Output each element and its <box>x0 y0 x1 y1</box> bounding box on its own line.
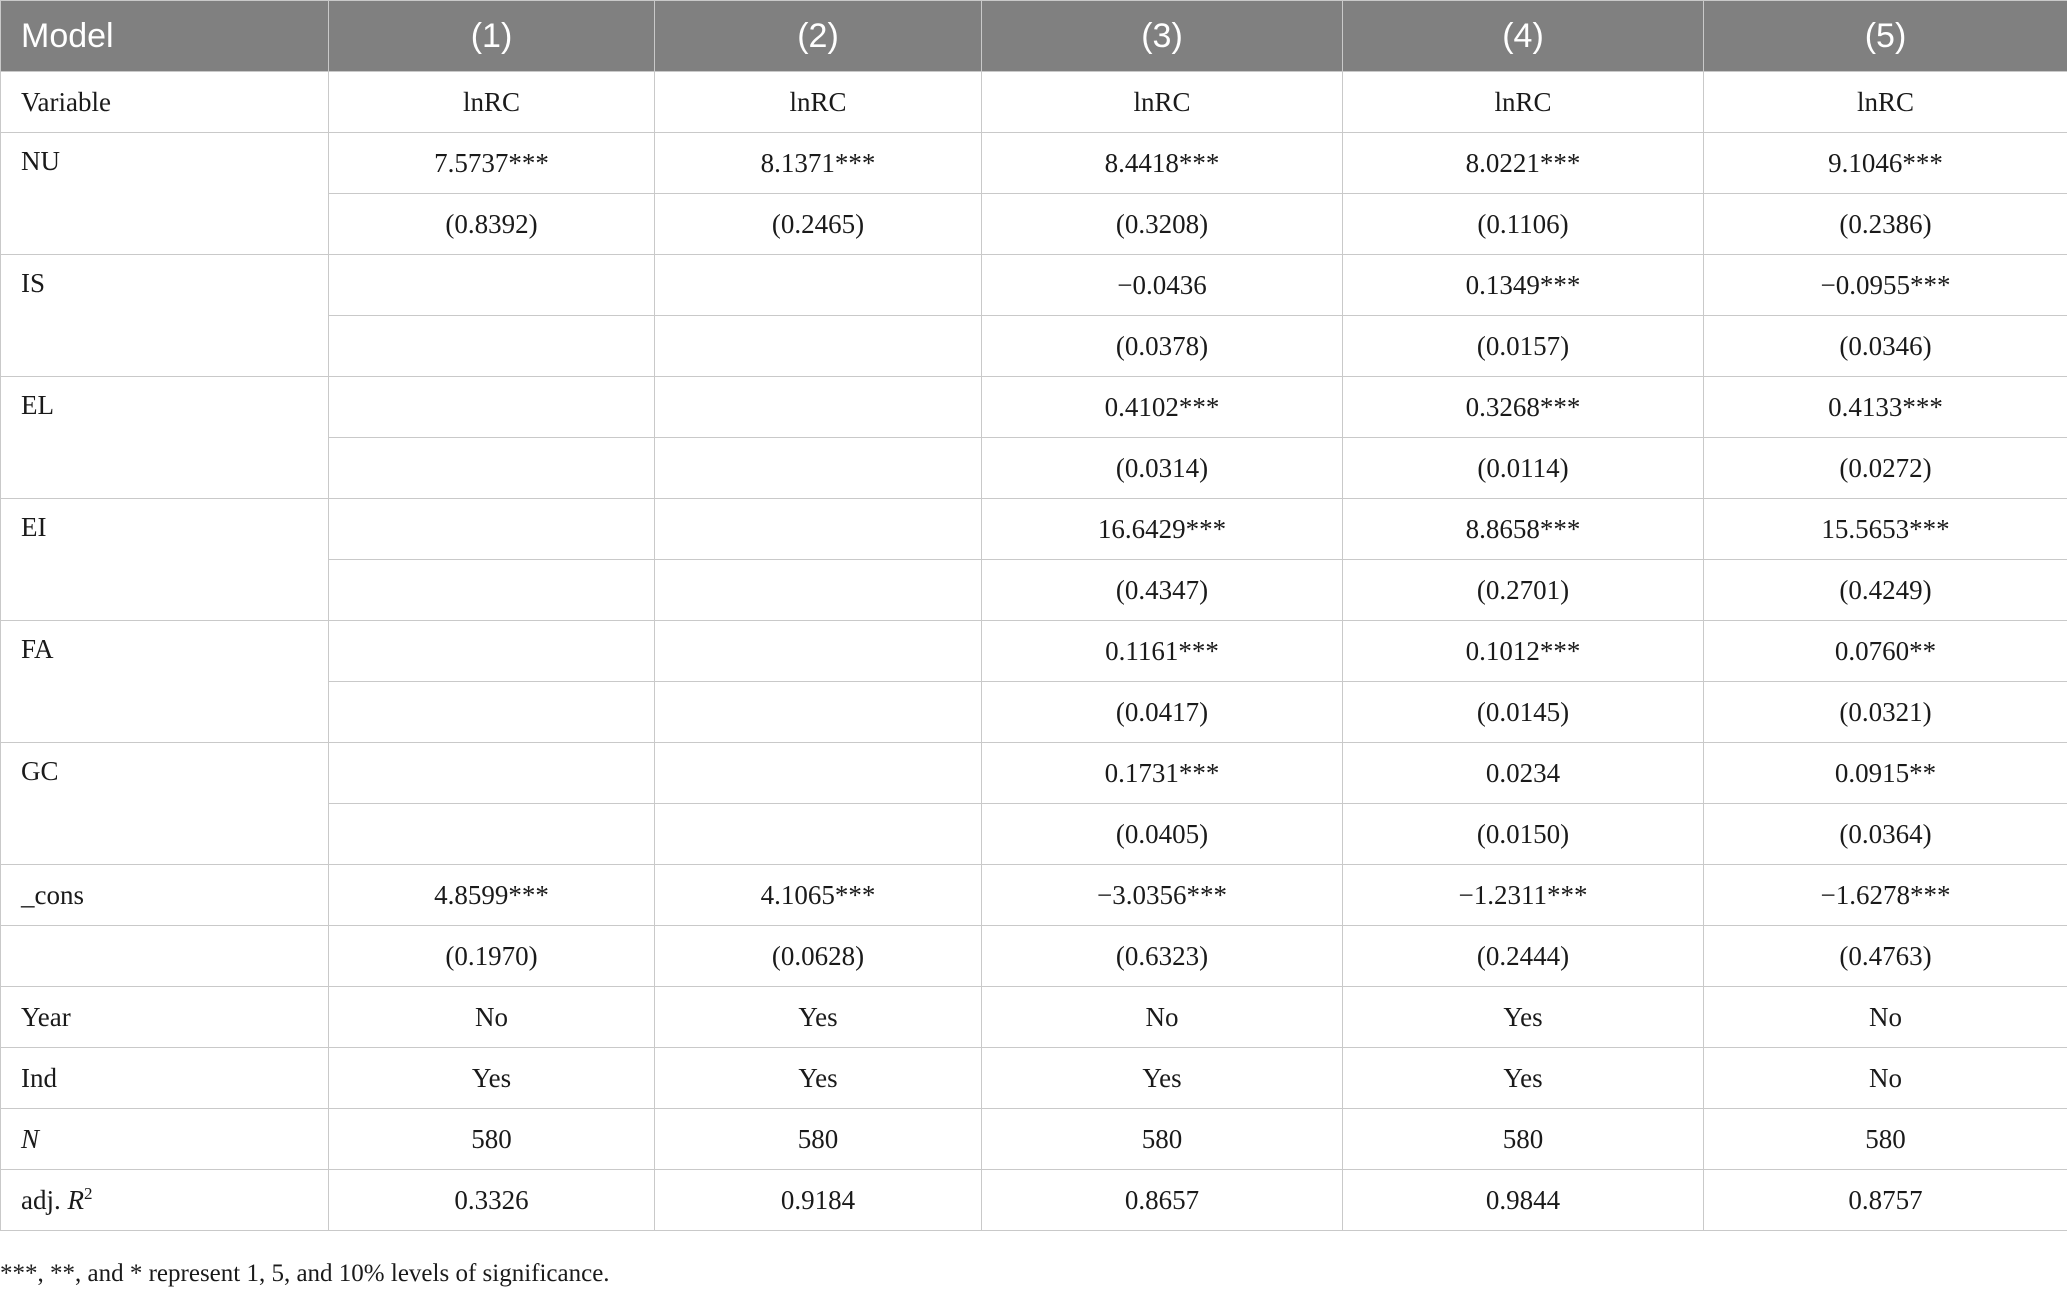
coef-row-ei <box>1 499 2067 560</box>
coef-cell <box>655 377 982 438</box>
coef-cell: 8.8658*** <box>1343 499 1704 560</box>
value-cell: Yes <box>329 1048 655 1109</box>
coef-cell: 16.6429*** <box>982 499 1343 560</box>
se-cell: (0.0628) <box>655 926 982 987</box>
header-col-3: (3) <box>982 1 1343 72</box>
value-cell: Yes <box>1343 1048 1704 1109</box>
adj-r2-row <box>1 1170 2067 1231</box>
value-cell: 580 <box>982 1109 1343 1170</box>
coef-cell <box>329 499 655 560</box>
se-cell: (0.4763) <box>1704 926 2067 987</box>
header-model-label: Model <box>1 1 329 72</box>
var-name-gc: GC <box>1 743 329 865</box>
dependent-var-1: lnRC <box>329 72 655 133</box>
var-name-fa: FA <box>1 621 329 743</box>
row-label-ind: Ind <box>1 1048 329 1109</box>
adj-r2-superscript: 2 <box>84 1183 93 1203</box>
ind-row <box>1 1048 2067 1109</box>
se-cell <box>329 804 655 865</box>
row-label-year: Year <box>1 987 329 1048</box>
value-cell: 580 <box>329 1109 655 1170</box>
coef-row-is <box>1 255 2067 316</box>
adj-r2-symbol: R <box>67 1184 84 1215</box>
significance-note: ***, **, and * represent 1, 5, and 10% levels of significance. <box>0 1260 610 1287</box>
coef-cell <box>329 377 655 438</box>
coef-cell: 0.1161*** <box>982 621 1343 682</box>
se-cell: (0.0346) <box>1704 316 2067 377</box>
coef-cell: 4.8599*** <box>329 865 655 926</box>
dependent-var-3: lnRC <box>982 72 1343 133</box>
se-cell: (0.1970) <box>329 926 655 987</box>
coef-cell: 0.3268*** <box>1343 377 1704 438</box>
se-cell <box>655 438 982 499</box>
coef-cell: 8.0221*** <box>1343 133 1704 194</box>
value-cell: Yes <box>1343 987 1704 1048</box>
coef-cell: 8.1371*** <box>655 133 982 194</box>
value-cell: 580 <box>1704 1109 2067 1170</box>
coef-cell: 15.5653*** <box>1704 499 2067 560</box>
coef-row-cons <box>1 865 2067 926</box>
dependent-var-2: lnRC <box>655 72 982 133</box>
coef-cell: 0.0760** <box>1704 621 2067 682</box>
se-cell <box>655 682 982 743</box>
se-cell: (0.3208) <box>982 194 1343 255</box>
se-cell: (0.0157) <box>1343 316 1704 377</box>
se-cell: (0.2465) <box>655 194 982 255</box>
variable-label: Variable <box>1 72 329 133</box>
header-col-5: (5) <box>1704 1 2067 72</box>
se-cell: (0.0114) <box>1343 438 1704 499</box>
value-cell: 0.8757 <box>1704 1170 2067 1231</box>
se-cell: (0.0417) <box>982 682 1343 743</box>
coef-cell: −3.0356*** <box>982 865 1343 926</box>
se-cell <box>655 560 982 621</box>
coef-cell: 0.1012*** <box>1343 621 1704 682</box>
variable-row <box>1 72 2067 133</box>
coef-cell <box>655 499 982 560</box>
row-label-adj-r2 <box>1 1170 329 1231</box>
value-cell: 0.8657 <box>982 1170 1343 1231</box>
se-cell: (0.4249) <box>1704 560 2067 621</box>
header-row <box>1 1 2067 72</box>
var-name-is: IS <box>1 255 329 377</box>
coef-row-nu <box>1 133 2067 194</box>
coef-cell: −1.6278*** <box>1704 865 2067 926</box>
coef-cell <box>329 621 655 682</box>
value-cell: 0.3326 <box>329 1170 655 1231</box>
se-cell: (0.0272) <box>1704 438 2067 499</box>
se-cell: (0.6323) <box>982 926 1343 987</box>
var-name-nu: NU <box>1 133 329 255</box>
coef-cell: 9.1046*** <box>1704 133 2067 194</box>
coef-row-fa <box>1 621 2067 682</box>
se-cell: (0.2701) <box>1343 560 1704 621</box>
coef-cell: 0.0234 <box>1343 743 1704 804</box>
se-cell <box>329 682 655 743</box>
coef-cell: 0.4102*** <box>982 377 1343 438</box>
coef-cell: −0.0436 <box>982 255 1343 316</box>
value-cell: 580 <box>1343 1109 1704 1170</box>
se-cell <box>655 316 982 377</box>
value-cell: Yes <box>655 1048 982 1109</box>
se-cell: (0.0321) <box>1704 682 2067 743</box>
value-cell: No <box>1704 987 2067 1048</box>
se-cell: (0.0145) <box>1343 682 1704 743</box>
se-cell: (0.2444) <box>1343 926 1704 987</box>
se-cell: (0.8392) <box>329 194 655 255</box>
se-row-cons <box>1 926 2067 987</box>
se-cell: (0.4347) <box>982 560 1343 621</box>
value-cell: No <box>982 987 1343 1048</box>
value-cell: Yes <box>982 1048 1343 1109</box>
value-cell: Yes <box>655 987 982 1048</box>
coef-cell: 0.0915** <box>1704 743 2067 804</box>
se-cell: (0.0314) <box>982 438 1343 499</box>
var-name-cons: _cons <box>1 865 329 926</box>
dependent-var-5: lnRC <box>1704 72 2067 133</box>
year-row <box>1 987 2067 1048</box>
n-row <box>1 1109 2067 1170</box>
coef-cell: 0.1349*** <box>1343 255 1704 316</box>
se-cell: (0.2386) <box>1704 194 2067 255</box>
se-cell: (0.1106) <box>1343 194 1704 255</box>
value-cell: 0.9184 <box>655 1170 982 1231</box>
coef-cell: 8.4418*** <box>982 133 1343 194</box>
coef-cell <box>655 255 982 316</box>
coef-cell: 7.5737*** <box>329 133 655 194</box>
coef-cell <box>655 743 982 804</box>
se-cell <box>329 560 655 621</box>
value-cell: 580 <box>655 1109 982 1170</box>
se-cell: (0.0378) <box>982 316 1343 377</box>
coef-cell: 4.1065*** <box>655 865 982 926</box>
header-col-2: (2) <box>655 1 982 72</box>
se-cell: (0.0405) <box>982 804 1343 865</box>
coef-row-gc <box>1 743 2067 804</box>
dependent-var-4: lnRC <box>1343 72 1704 133</box>
var-name-ei: EI <box>1 499 329 621</box>
se-cell <box>329 316 655 377</box>
coef-row-el <box>1 377 2067 438</box>
coef-cell: 0.4133*** <box>1704 377 2067 438</box>
coef-cell: −0.0955*** <box>1704 255 2067 316</box>
coef-cell <box>329 255 655 316</box>
var-name-el: EL <box>1 377 329 499</box>
header-col-4: (4) <box>1343 1 1704 72</box>
value-cell: No <box>1704 1048 2067 1109</box>
se-cell: (0.0150) <box>1343 804 1704 865</box>
header-col-1: (1) <box>329 1 655 72</box>
coef-cell <box>655 621 982 682</box>
row-label-n: N <box>1 1109 329 1170</box>
se-cell <box>655 804 982 865</box>
coef-cell: −1.2311*** <box>1343 865 1704 926</box>
coef-cell: 0.1731*** <box>982 743 1343 804</box>
value-cell: 0.9844 <box>1343 1170 1704 1231</box>
coef-cell <box>329 743 655 804</box>
value-cell: No <box>329 987 655 1048</box>
empty-label-cell <box>1 926 329 987</box>
se-cell <box>329 438 655 499</box>
se-cell: (0.0364) <box>1704 804 2067 865</box>
adj-r2-prefix: adj. <box>21 1184 68 1215</box>
